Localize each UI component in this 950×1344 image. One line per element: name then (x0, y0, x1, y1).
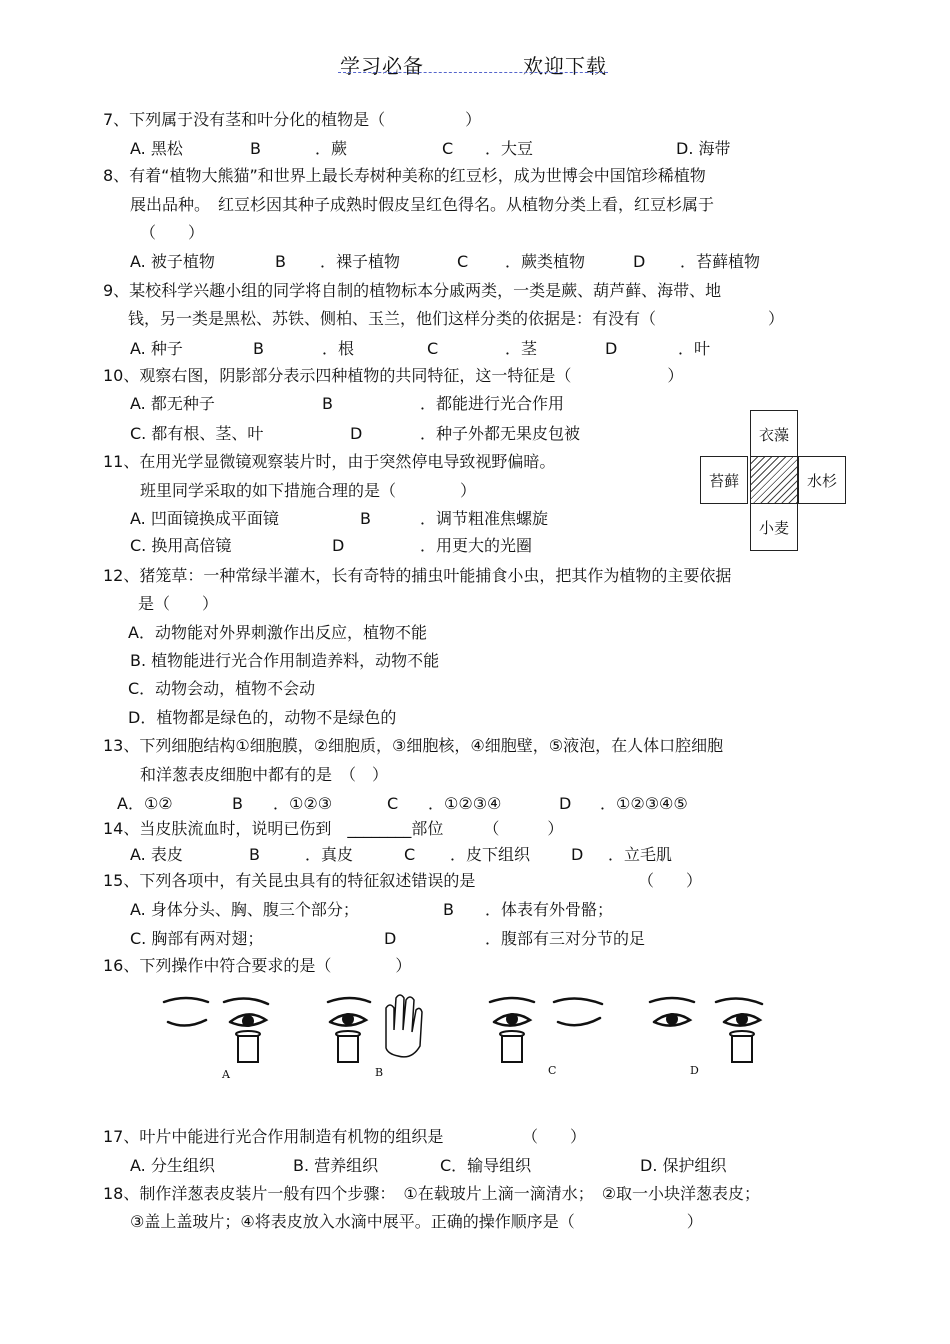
text-line: A. 凹面镜换成平面镜 (130, 509, 279, 528)
text-line: ．都能进行光合作用 (420, 394, 565, 413)
text-line: B (322, 394, 333, 413)
text-line: 钱，另一类是黑松、苏铁、侧柏、玉兰，他们这样分类的依据是：有没有（ ） (128, 309, 785, 328)
text-line: C．输导组织 (440, 1156, 532, 1175)
text-line: ．立毛肌 (608, 845, 673, 864)
cross-center-hatched-cell (750, 456, 798, 504)
text-line: ．①②③ (273, 794, 333, 813)
text-line: D (605, 339, 618, 358)
text-line: 8、有着“植物大熊猫”和世界上最长寿树种美称的红豆杉，成为世博会中国馆珍稀植物 (103, 166, 706, 185)
text-line: ．大豆 (485, 139, 534, 158)
eye-label-a: A (222, 1068, 230, 1081)
microscope-eye-figure (150, 988, 800, 1088)
text-line: A. 表皮 (130, 845, 183, 864)
text-line: 15、下列各项中，有关昆虫具有的特征叙述错误的是 (103, 871, 476, 890)
text-line: 16、下列操作中符合要求的是（ ） (103, 956, 412, 975)
eye-label-c: C (548, 1064, 557, 1077)
text-line: C．动物会动，植物不会动 (128, 679, 316, 698)
text-line: D (384, 929, 397, 948)
text-line: ．真皮 (305, 845, 354, 864)
text-line: B (275, 252, 286, 271)
text-line: B (232, 794, 243, 813)
cross-bottom-cell: 小麦 (750, 503, 798, 551)
text-line: A. 被子植物 (130, 252, 215, 271)
text-line: 14、当皮肤流血时，说明已伤到 ________部位 （ ） (103, 819, 564, 838)
text-line: 是（ ） (138, 594, 219, 613)
text-line: C (387, 794, 399, 813)
text-line: B (250, 139, 261, 158)
text-line: C (442, 139, 454, 158)
text-line: A．①② (117, 794, 173, 813)
text-line: C. 胸部有两对翅； (130, 929, 264, 948)
eye-label-d: D (690, 1064, 699, 1077)
text-line: 和洋葱表皮细胞中都有的是 （ ） (140, 765, 389, 784)
text-line: B (443, 900, 454, 919)
text-line: 9、某校科学兴趣小组的同学将自制的植物标本分戚两类，一类是蕨、葫芦藓、海带、地 (103, 281, 722, 300)
text-line: D (559, 794, 572, 813)
text-line: ．茎 (505, 339, 538, 358)
text-line: C. 都有根、茎、叶 (130, 424, 264, 443)
text-line: B (253, 339, 264, 358)
cross-top-cell: 衣藻 (750, 410, 798, 458)
header-right: 欢迎下载 (523, 54, 607, 78)
text-line: C (427, 339, 439, 358)
text-line: A. 分生组织 (130, 1156, 215, 1175)
text-line: A. 种子 (130, 339, 183, 358)
text-line: ．蕨类植物 (505, 252, 586, 271)
text-line: A. 都无种子 (130, 394, 215, 413)
text-line: D．植物都是绿色的，动物不是绿色的 (128, 708, 397, 727)
text-line: ．苔藓植物 (680, 252, 761, 271)
text-line: （ ） (638, 871, 703, 890)
text-line: ．用更大的光圈 (420, 536, 533, 555)
text-line: ．蕨 (315, 139, 348, 158)
text-line: 10、观察右图，阴影部分表示四种植物的共同特征，这一特征是（ ） (103, 366, 684, 385)
text-line: B. 营养组织 (293, 1156, 379, 1175)
text-line: 13、下列细胞结构①细胞膜，②细胞质，③细胞核，④细胞壁，⑤液泡，在人体口腔细胞 (103, 736, 724, 755)
text-line: ．根 (322, 339, 355, 358)
text-line: ．种子外都无果皮包被 (420, 424, 581, 443)
cross-left-cell: 苔藓 (700, 456, 748, 504)
text-line: C (457, 252, 469, 271)
text-line: 17、叶片中能进行光合作用制造有机物的组织是 (103, 1127, 444, 1146)
text-line: D (571, 845, 584, 864)
text-line: 12、猪笼草：一种常绿半灌木，长有奇特的捕虫叶能捕食小虫，把其作为植物的主要依据 (103, 566, 732, 585)
text-line: ．调节粗准焦螺旋 (420, 509, 549, 528)
text-line: A. 黑松 (130, 139, 183, 158)
text-line: （ ） (522, 1127, 587, 1146)
text-line: 班里同学采取的如下措施合理的是（ ） (140, 481, 477, 500)
cross-right-cell: 水杉 (798, 456, 846, 504)
text-line: ③盖上盖玻片；④将表皮放入水滴中展平。正确的操作顺序是（ ） (130, 1212, 703, 1231)
text-line: D (633, 252, 646, 271)
header-left: 学习必备 (340, 54, 424, 78)
text-line: ．腹部有三对分节的足 (485, 929, 646, 948)
text-line: 展出品种。 红豆杉因其种子成熟时假皮呈红色得名。从植物分类上看，红豆杉属于 (130, 195, 715, 214)
text-line: C. 换用高倍镜 (130, 536, 232, 555)
text-line: A．动物能对外界刺激作出反应，植物不能 (128, 623, 427, 642)
text-line: 7、下列属于没有茎和叶分化的植物是（ ） (103, 110, 482, 129)
eye-label-b: B (375, 1066, 384, 1079)
text-line: B (360, 509, 371, 528)
text-line: 18、制作洋葱表皮装片一般有四个步骤： ①在载玻片上滴一滴清水； ②取一小块洋葱表皮； (103, 1184, 761, 1203)
text-line: A. 身体分头、胸、腹三个部分； (130, 900, 359, 919)
text-line: B. 植物能进行光合作用制造养料，动物不能 (130, 651, 440, 670)
text-line: ．①②③④ (428, 794, 502, 813)
text-line: ．体表有外骨骼； (485, 900, 614, 919)
text-line: C (404, 845, 416, 864)
text-line: D (350, 424, 363, 443)
text-line: ．皮下组织 (450, 845, 531, 864)
text-line: ．叶 (678, 339, 711, 358)
text-line: D. 海带 (676, 139, 731, 158)
text-line: D (332, 536, 345, 555)
text-line: （ ） (140, 223, 205, 242)
text-line: D. 保护组织 (640, 1156, 727, 1175)
header-rule (338, 72, 608, 73)
text-line: 11、在用光学显微镜观察装片时，由于突然停电导致视野偏暗。 (103, 452, 556, 471)
text-line: B (249, 845, 260, 864)
text-line: ．裸子植物 (320, 252, 401, 271)
text-line: ．①②③④⑤ (600, 794, 688, 813)
